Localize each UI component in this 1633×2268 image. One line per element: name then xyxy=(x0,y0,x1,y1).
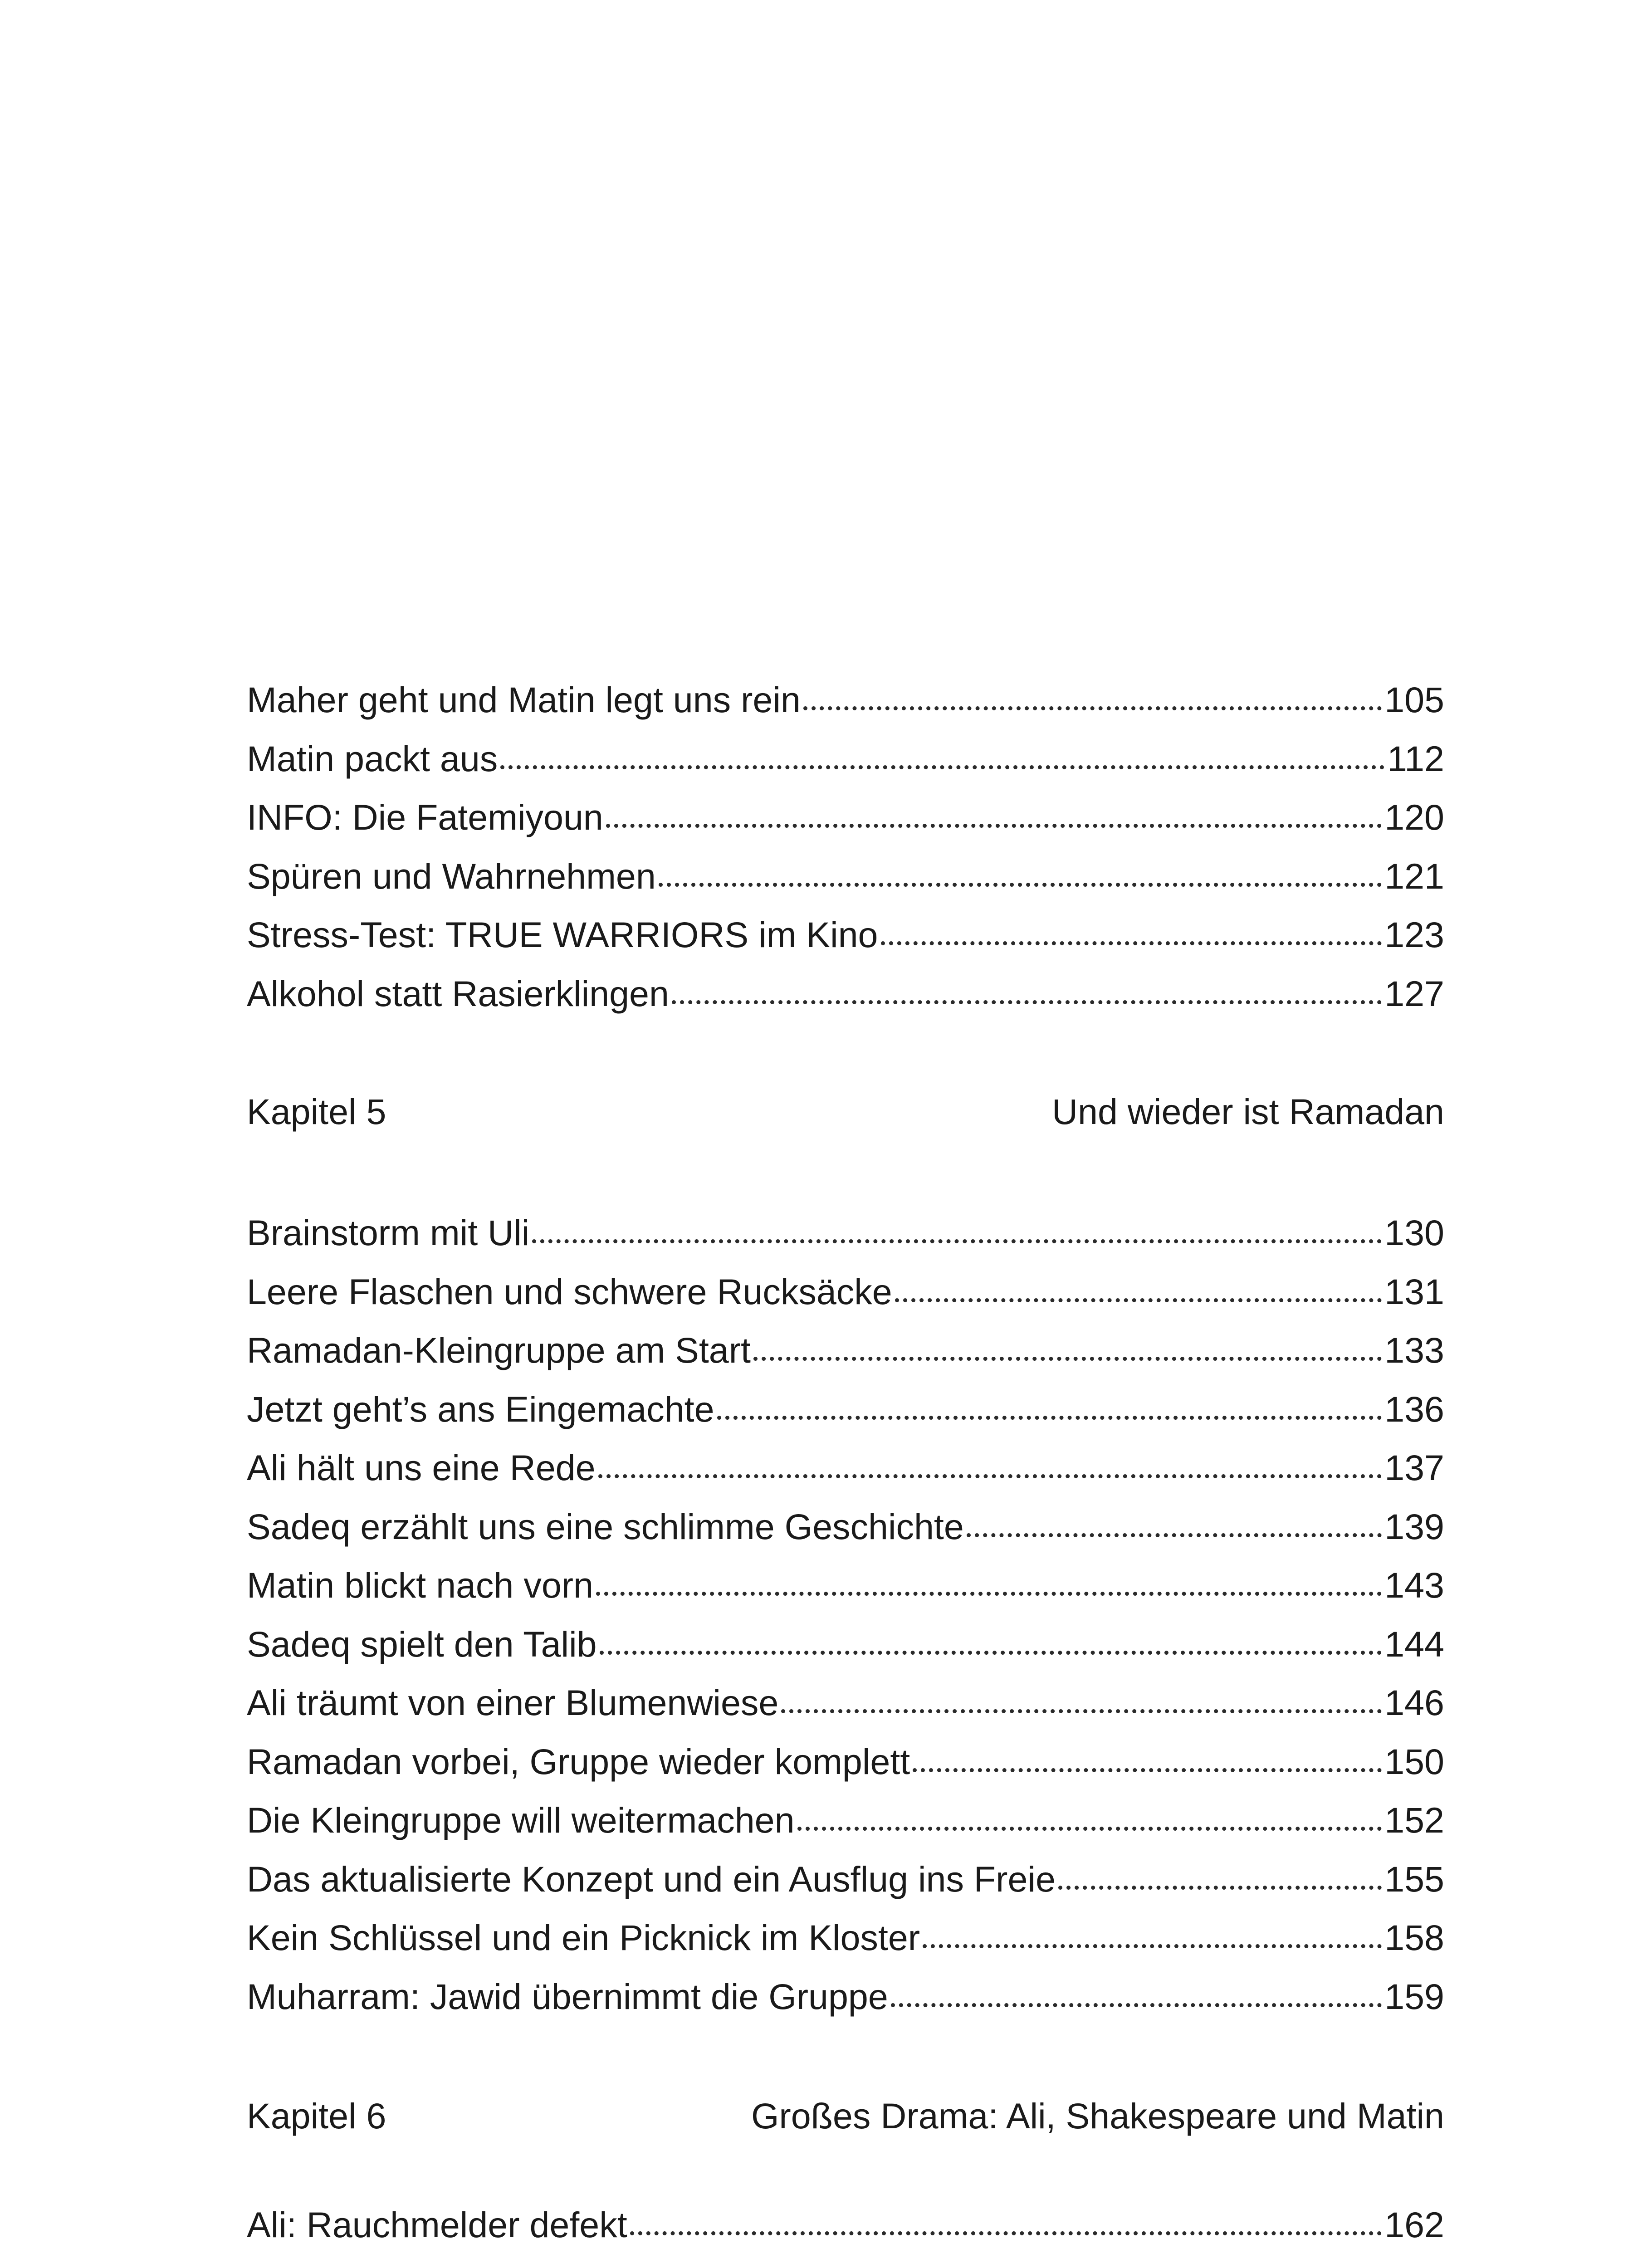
dot-leader xyxy=(659,865,1382,887)
dot-leader xyxy=(598,1456,1382,1478)
chapter-heading-6 xyxy=(247,2093,1444,2139)
dot-leader xyxy=(913,1750,1382,1772)
toc-entry-title: Ali hält uns eine Rede xyxy=(247,1447,596,1488)
toc-entry xyxy=(247,1497,1444,1556)
toc-entry xyxy=(247,2195,1444,2254)
chapter-title: Großes Drama: Ali, Shakespeare und Matin xyxy=(751,2096,1444,2136)
toc-entry-page: 139 xyxy=(1384,1506,1444,1547)
toc-group-chapter-5 xyxy=(247,1203,1444,2026)
toc-entry xyxy=(247,1908,1444,1967)
toc-entry-title: Maher geht und Matin legt uns rein xyxy=(247,679,801,720)
toc-entry xyxy=(247,670,1444,729)
dot-leader xyxy=(672,982,1382,1004)
chapter-label: Kapitel 6 xyxy=(247,2096,386,2136)
chapter-title: Und wieder ist Ramadan xyxy=(1051,1091,1444,1132)
dot-leader xyxy=(606,806,1382,828)
toc-entry xyxy=(247,1791,1444,1850)
toc-entry-title: Ali: Rauchmelder defekt xyxy=(247,2204,627,2245)
toc-entry xyxy=(247,1673,1444,1732)
toc-entry xyxy=(247,1967,1444,2026)
toc-entry-page: 127 xyxy=(1384,973,1444,1014)
toc-entry-page: 158 xyxy=(1384,1917,1444,1958)
toc-entry-page: 150 xyxy=(1384,1741,1444,1782)
dot-leader xyxy=(781,1691,1382,1713)
toc-entry-page: 133 xyxy=(1384,1330,1444,1370)
toc-entry xyxy=(247,964,1444,1023)
toc-entry xyxy=(247,788,1444,847)
dot-leader xyxy=(630,2213,1382,2235)
toc-entry-page: 123 xyxy=(1384,914,1444,955)
toc-entry-title: Stress-Test: TRUE WARRIORS im Kino xyxy=(247,914,878,955)
toc-entry xyxy=(247,847,1444,906)
toc-entry-title: Ali träumt von einer Blumenwiese xyxy=(247,1682,779,1723)
toc-entry-title: Brainstorm mit Uli xyxy=(247,1212,530,1253)
dot-leader xyxy=(895,1280,1382,1302)
toc-entry-title: Das aktualisierte Konzept und ein Ausflug ins Freie xyxy=(247,1858,1056,1899)
toc-entry-page: 155 xyxy=(1384,1858,1444,1899)
dot-leader xyxy=(753,1339,1382,1361)
toc-entry-page: 159 xyxy=(1384,1976,1444,2017)
chapter-label: Kapitel 5 xyxy=(247,1091,386,1132)
toc-entry xyxy=(247,1380,1444,1439)
toc-entry-page: 131 xyxy=(1384,1271,1444,1312)
toc-entry-title: Muharram: Jawid übernimmt die Gruppe xyxy=(247,1976,888,2017)
toc-group-chapter-4 xyxy=(247,670,1444,1023)
dot-leader xyxy=(596,1574,1382,1596)
toc-group-chapter-6 xyxy=(247,2195,1444,2254)
dot-leader xyxy=(1058,1867,1382,1890)
toc-entry-title: Alkohol statt Rasierklingen xyxy=(247,973,669,1014)
toc-entry-title: Ramadan-Kleingruppe am Start xyxy=(247,1330,751,1370)
dot-leader xyxy=(500,747,1384,769)
toc-entry-page: 143 xyxy=(1384,1565,1444,1605)
toc-entry-page: 152 xyxy=(1384,1800,1444,1840)
toc-entry-title: Sadeq erzählt uns eine schlimme Geschichte xyxy=(247,1506,964,1547)
toc-entry-page: 112 xyxy=(1387,738,1444,779)
toc-entry-page: 162 xyxy=(1384,2204,1444,2245)
toc-entry-title: Ramadan vorbei, Gruppe wieder komplett xyxy=(247,1741,910,1782)
toc-entry-page: 137 xyxy=(1384,1447,1444,1488)
dot-leader xyxy=(923,1926,1382,1948)
dot-leader xyxy=(717,1398,1382,1420)
toc-entry-title: Sadeq spielt den Talib xyxy=(247,1623,597,1664)
toc-entry-page: 146 xyxy=(1384,1682,1444,1723)
toc-entry-page: 121 xyxy=(1384,855,1444,896)
toc-entry-title: Kein Schlüssel und ein Picknick im Kloster xyxy=(247,1917,920,1958)
toc-entry xyxy=(247,1615,1444,1674)
toc-entry xyxy=(247,1438,1444,1497)
toc-entry xyxy=(247,1262,1444,1321)
toc-entry-page: 136 xyxy=(1384,1388,1444,1429)
toc-entry-title: Leere Flaschen und schwere Rucksäcke xyxy=(247,1271,892,1312)
toc-entry xyxy=(247,1321,1444,1380)
toc-entry xyxy=(247,1850,1444,1909)
toc-entry-page: 105 xyxy=(1384,679,1444,720)
toc-entry-title: Matin blickt nach vorn xyxy=(247,1565,594,1605)
dot-leader xyxy=(803,688,1382,710)
toc-entry-title: Matin packt aus xyxy=(247,738,498,779)
dot-leader xyxy=(797,1809,1382,1831)
toc-entry xyxy=(247,1556,1444,1615)
toc-entry xyxy=(247,1732,1444,1791)
toc-entry-title: Spüren und Wahrnehmen xyxy=(247,855,656,896)
dot-leader xyxy=(891,1985,1382,2007)
toc-entry-title: Jetzt geht’s ans Eingemachte xyxy=(247,1388,714,1429)
toc-entry xyxy=(247,1203,1444,1262)
dot-leader xyxy=(967,1515,1382,1537)
toc-entry-title: Die Kleingruppe will weitermachen xyxy=(247,1800,795,1840)
chapter-heading-5 xyxy=(247,1089,1444,1134)
toc-entry-page: 130 xyxy=(1384,1212,1444,1253)
toc-entry xyxy=(247,729,1444,788)
dot-leader xyxy=(881,923,1382,945)
toc-entry-page: 144 xyxy=(1384,1623,1444,1664)
toc-entry-page: 120 xyxy=(1384,797,1444,837)
dot-leader xyxy=(600,1633,1382,1655)
toc-entry-title: INFO: Die Fatemiyoun xyxy=(247,797,603,837)
dot-leader xyxy=(532,1221,1382,1243)
toc-entry xyxy=(247,905,1444,964)
